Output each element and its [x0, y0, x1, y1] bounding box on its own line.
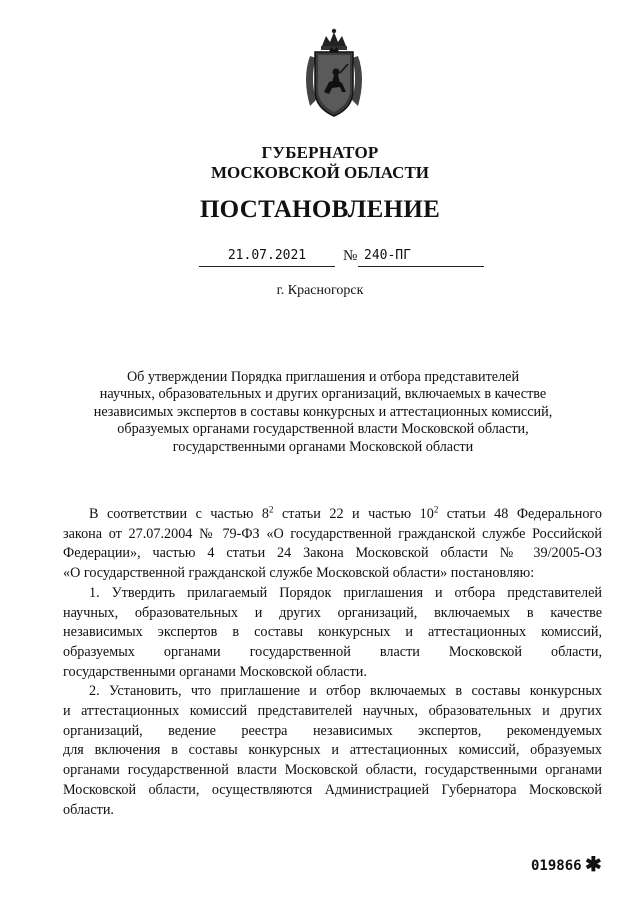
serial-number: 019866: [531, 858, 582, 874]
document-number: 240-ПГ: [364, 248, 411, 263]
title-line: научных, образовательных и других организаций, включаемых в качестве: [99, 386, 547, 403]
number-sign: №: [343, 248, 358, 264]
registration-line: [0, 247, 640, 271]
title-line: Об утверждении Порядка приглашения и отбора представителей: [126, 369, 520, 385]
clause-1-line: независимых экспертов в составы конкурсных и аттестационных комиссий,: [63, 624, 602, 641]
clause-2-line: 2. Установить, что приглашение и отбор включаемых в составы конкурсных: [89, 683, 602, 700]
authority-line-2: МОСКОВСКОЙ ОБЛАСТИ: [210, 163, 430, 182]
document-title: [82, 369, 564, 456]
clause-2-line: области.: [63, 801, 114, 818]
clause-2-line: органами государственной власти Московской области, государственными органами: [63, 762, 602, 779]
superscript: 2: [433, 504, 439, 515]
clause-2-line: и аттестационных комиссий представителей научных, образовательных и других: [63, 703, 602, 720]
preamble-text: статьи 48 Федерального: [438, 506, 602, 522]
clause-2-line: организаций, ведение реестра независимых экспертов, рекомендуемых: [63, 722, 602, 739]
asterisk-mark: ✱: [585, 854, 602, 876]
title-line: независимых экспертов в составы конкурсных и аттестационных комиссий,: [93, 403, 553, 420]
title-line: образуемых органами государственной власти Московской области,: [117, 421, 529, 438]
preamble-line: «О государственной гражданской службе Московской области» постановляю:: [63, 565, 535, 582]
clause-2-line: для включения в составы конкурсных и аттестационных комиссий, образуемых: [63, 742, 602, 759]
document-type: ПОСТАНОВЛЕНИЕ: [199, 196, 441, 223]
clause-1-line: государственными органами Московской области.: [63, 663, 367, 680]
coat-of-arms-icon: [296, 28, 372, 120]
issue-city: г. Красногорск: [276, 283, 364, 298]
clause-2-line: Московской области, осуществляются Администрацией Губернатора Московской: [63, 781, 602, 798]
number-underline: [358, 266, 484, 267]
document-date: 21.07.2021: [227, 248, 307, 263]
title-line: государственными органами Московской области: [172, 438, 474, 455]
clause-1-line: научных, образовательных и других организаций, включаемых в качестве: [63, 604, 602, 621]
clause-1-line: 1. Утвердить прилагаемый Порядок приглашения и отбора представителей: [89, 584, 602, 601]
document-body: [63, 505, 602, 820]
preamble-text: В соответствии с частью 8: [89, 506, 269, 522]
date-underline: [199, 266, 335, 267]
superscript: 2: [269, 504, 274, 515]
preamble-text: статьи 22 и частью 10: [273, 506, 434, 522]
preamble-line: Федерации», частью 4 статьи 24 Закона Московской области № 39/2005-ОЗ: [63, 545, 602, 562]
authority-line-1: ГУБЕРНАТОР: [261, 143, 379, 162]
preamble-line: [63, 505, 602, 525]
preamble-line: закона от 27.07.2004 № 79-ФЗ «О государственной гражданской службе Российской: [63, 525, 602, 542]
clause-1-line: образуемых органами государственной власти Московской области,: [63, 643, 602, 660]
